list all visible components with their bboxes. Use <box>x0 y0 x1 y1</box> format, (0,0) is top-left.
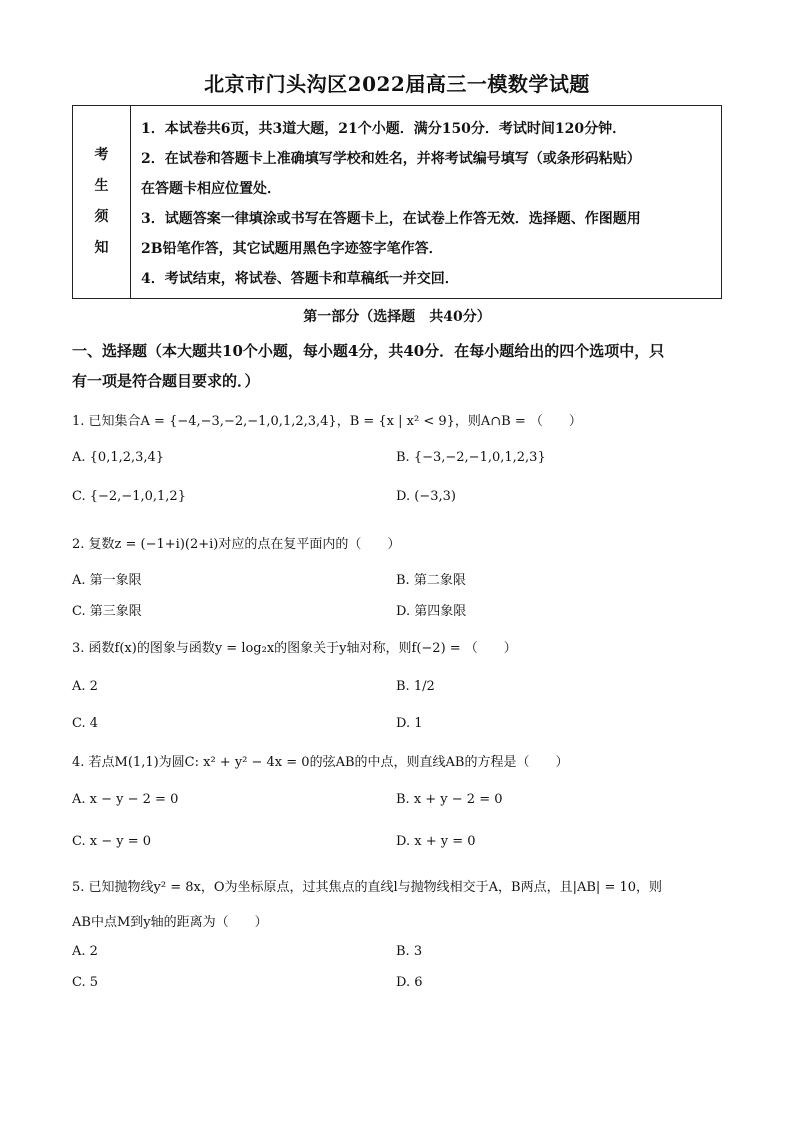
question-3-stem: 3. 函数f(x)的图象与函数y = log₂x的图象关于y轴对称，则f(−2) = （ ） <box>72 641 517 656</box>
notice-line: 2．在试卷和答题卡上准确填写学校和姓名，并将考试编号填写（或条形码粘贴） <box>141 151 641 167</box>
question-1-stem: 1. 已知集合A = {−4,−3,−2,−1,0,1,2,3,4}，B = {x | x² < 9}，则A∩B = （ ） <box>72 414 582 429</box>
question-3-option-d: D. 1 <box>396 716 423 731</box>
notice-label-char: 须 <box>94 209 109 225</box>
section-heading-line: 一、选择题（本大题共10个小题，每小题4分，共40分．在每小题给出的四个选项中，只 <box>72 342 665 360</box>
notice-label-char: 生 <box>94 178 109 194</box>
notice-label-char: 考 <box>94 147 109 163</box>
notice-label <box>73 106 131 298</box>
question-1-option-c: C. {−2,−1,0,1,2} <box>72 489 186 504</box>
notice-line: 在答题卡相应位置处． <box>141 181 281 197</box>
question-1-option-d: D. (−3,3) <box>396 489 456 504</box>
question-4-option-a: A. x − y − 2 = 0 <box>72 792 179 807</box>
question-1-option-b: B. {−3,−2,−1,0,1,2,3} <box>396 450 546 465</box>
notice-label-char: 知 <box>94 240 109 256</box>
question-5-option-c: C. 5 <box>72 975 99 990</box>
section-heading-line: 有一项是符合题目要求的．） <box>72 372 260 390</box>
question-2-option-d: D. 第四象限 <box>396 604 467 619</box>
question-2-stem: 2. 复数z = (−1+i)(2+i)对应的点在复平面内的（ ） <box>72 537 401 552</box>
exam-title: 北京市门头沟区2022届高三一模数学试题 <box>204 72 590 96</box>
question-5-stem-continued: AB中点M到y轴的距离为（ ） <box>72 915 268 930</box>
question-4-option-d: D. x + y = 0 <box>396 834 476 849</box>
question-4-option-b: B. x + y − 2 = 0 <box>396 792 503 807</box>
question-1-option-a: A. {0,1,2,3,4} <box>72 450 165 465</box>
notice-line: 3．试题答案一律填涂或书写在答题卡上，在试卷上作答无效．选择题、作图题用 <box>141 211 641 227</box>
notice-box <box>72 105 722 299</box>
question-5-option-d: D. 6 <box>396 975 423 990</box>
question-4-option-c: C. x − y = 0 <box>72 834 152 849</box>
question-3-option-b: B. 1/2 <box>396 679 435 694</box>
notice-line: 1．本试卷共6页，共3道大题，21个小题．满分150分．考试时间120分钟． <box>141 121 627 137</box>
notice-line: 4．考试结束，将试卷、答题卡和草稿纸一并交回． <box>141 271 459 287</box>
question-3-option-c: C. 4 <box>72 716 99 731</box>
question-5-option-a: A. 2 <box>72 944 98 959</box>
question-3-option-a: A. 2 <box>72 679 98 694</box>
notice-line: 2B铅笔作答，其它试题用黑色字迹签字笔作答． <box>141 241 443 257</box>
section-heading <box>72 336 722 396</box>
question-5-stem: 5. 已知抛物线y² = 8x，O为坐标原点，过其焦点的直线l与抛物线相交于A，B两点，且|AB| = 10，则 <box>72 880 663 895</box>
part-title: 第一部分（选择题 共40分） <box>303 309 491 325</box>
question-2-option-c: C. 第三象限 <box>72 604 142 619</box>
question-2-option-a: A. 第一象限 <box>72 573 142 588</box>
question-4-stem: 4. 若点M(1,1)为圆C: x² + y² − 4x = 0的弦AB的中点，则直线AB的方程是（ ） <box>72 755 569 770</box>
notice-body <box>141 114 716 294</box>
question-5-option-b: B. 3 <box>396 944 423 959</box>
question-2-option-b: B. 第二象限 <box>396 573 466 588</box>
